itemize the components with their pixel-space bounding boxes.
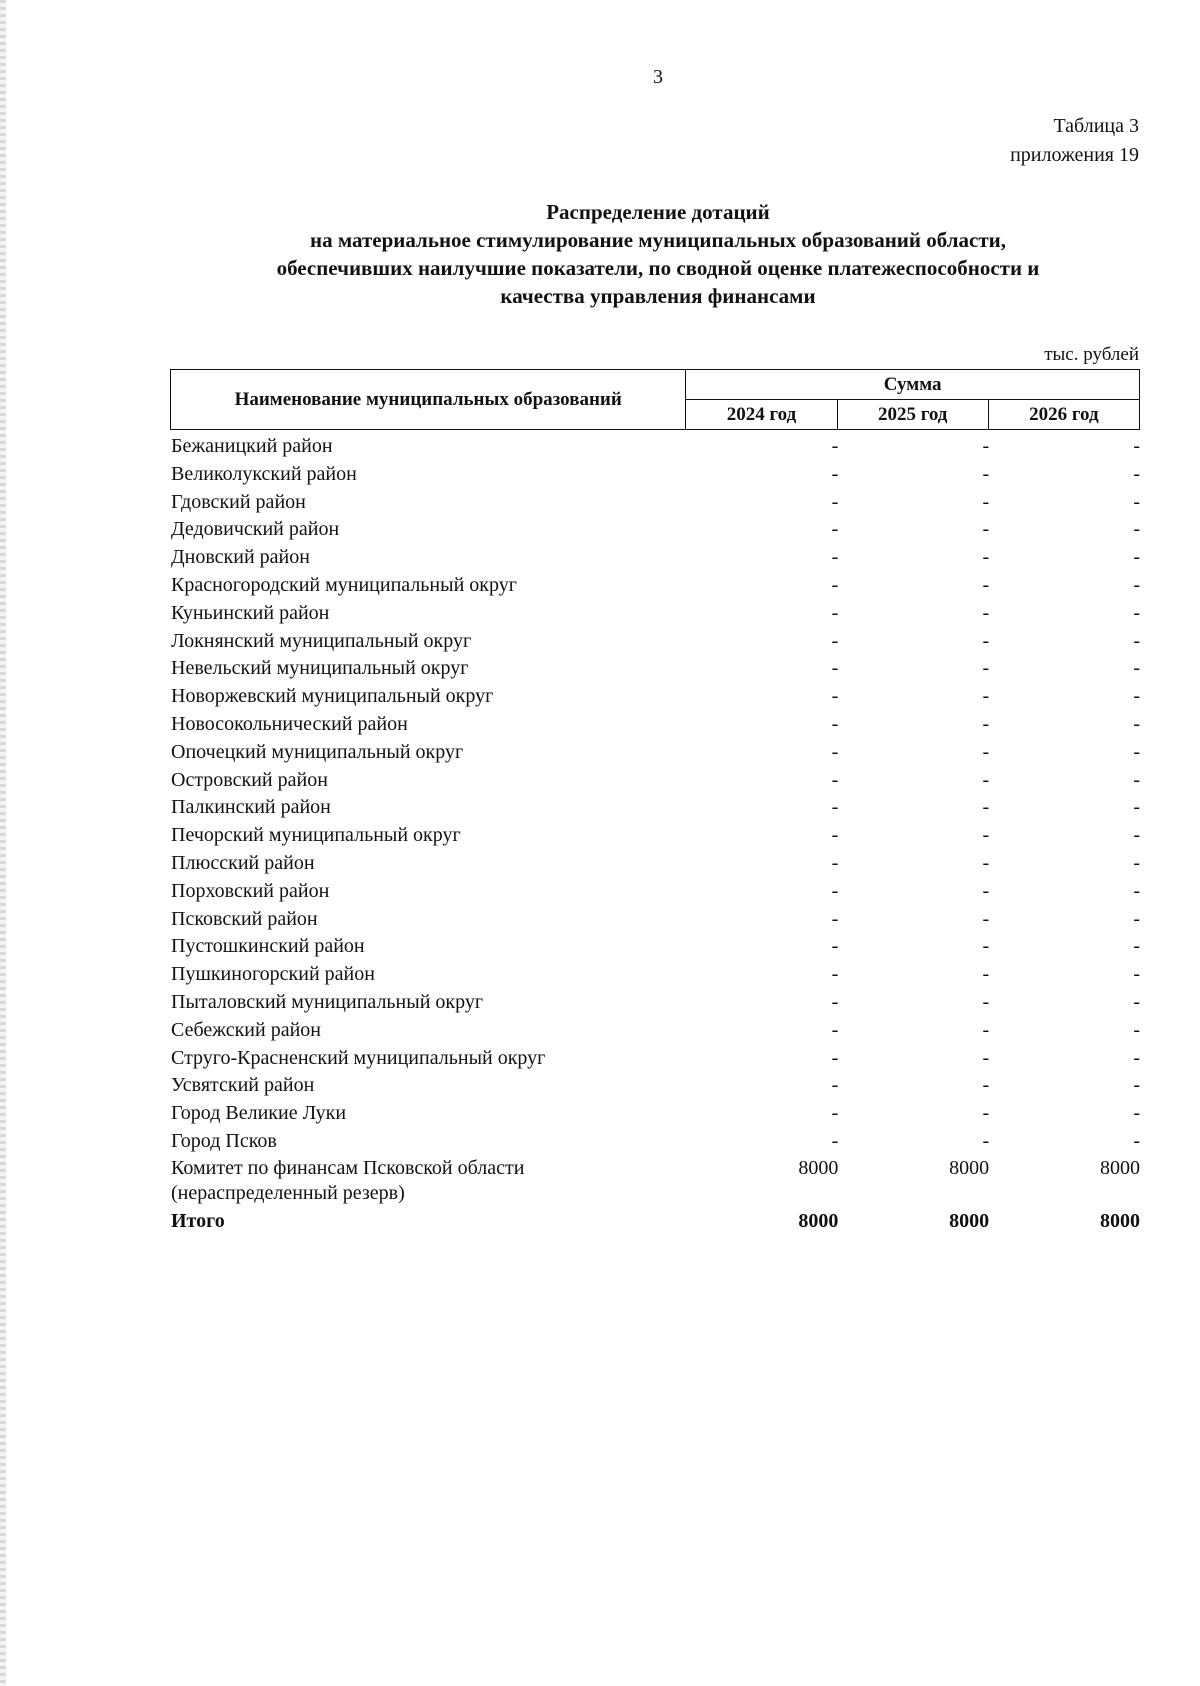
row-value-2025: - bbox=[982, 907, 990, 930]
table-row bbox=[171, 1072, 1140, 1100]
row-value-2024: - bbox=[831, 490, 839, 513]
table-row bbox=[171, 1017, 1140, 1045]
row-value-2025: - bbox=[982, 1046, 990, 1069]
row-value-2026: - bbox=[1133, 629, 1140, 652]
row-value-2024: - bbox=[831, 1018, 839, 1041]
row-value-2026: - bbox=[1133, 1046, 1140, 1069]
row-value-2025: 8000 bbox=[949, 1209, 990, 1232]
header-year-2025: 2025 год bbox=[837, 400, 988, 430]
row-value-2024: - bbox=[831, 1046, 839, 1069]
title-line: на материальное стимулирование муниципальных образований области, bbox=[309, 228, 1006, 252]
table-row bbox=[171, 933, 1140, 961]
row-value-2026: - bbox=[1133, 657, 1140, 680]
row-name: Город Великие Луки bbox=[171, 1102, 347, 1125]
row-value-2026: 8000 bbox=[1100, 1209, 1140, 1232]
title-line: обеспечивших наилучшие показатели, по сводной оценке платежеспособности и bbox=[276, 256, 1040, 280]
row-value-2026: - bbox=[1133, 851, 1140, 874]
row-value-2025: - bbox=[982, 1129, 990, 1152]
row-value-2025: - bbox=[982, 657, 990, 680]
table-row bbox=[171, 850, 1140, 878]
table-row bbox=[171, 1128, 1140, 1156]
row-value-2025: - bbox=[982, 963, 990, 986]
row-name: Печорский муниципальный округ bbox=[171, 824, 461, 847]
row-name: Локнянский муниципальный округ bbox=[171, 629, 472, 652]
row-name: Город Псков bbox=[171, 1129, 277, 1152]
table-row bbox=[171, 572, 1140, 600]
row-value-2024: - bbox=[831, 796, 839, 819]
table-row bbox=[171, 989, 1140, 1017]
table-ref-line2: приложения 19 bbox=[1010, 144, 1139, 166]
row-value-2026: - bbox=[1133, 1129, 1140, 1152]
table-row bbox=[171, 433, 1140, 461]
table-body bbox=[171, 433, 1140, 1236]
row-name: Плюсский район bbox=[171, 851, 315, 874]
row-value-2025: - bbox=[982, 796, 990, 819]
table-row bbox=[171, 794, 1140, 822]
row-name: Островский район bbox=[171, 768, 328, 791]
row-value-2026: - bbox=[1133, 1102, 1140, 1125]
table-header bbox=[170, 369, 1140, 430]
row-value-2024: - bbox=[831, 685, 839, 708]
row-name: Невельский муниципальный округ bbox=[171, 657, 469, 680]
row-value-2025: - bbox=[982, 462, 990, 485]
row-value-2024: - bbox=[831, 1102, 839, 1125]
table-reference bbox=[1010, 112, 1139, 170]
table-ref-line1: Таблица 3 bbox=[1053, 115, 1139, 137]
row-value-2024: - bbox=[831, 740, 839, 763]
table-row bbox=[171, 516, 1140, 544]
row-value-2025: - bbox=[982, 1074, 990, 1097]
row-value-2024: - bbox=[831, 768, 839, 791]
row-value-2026: - bbox=[1133, 879, 1140, 902]
row-value-2024: 8000 bbox=[798, 1156, 839, 1179]
row-value-2024: - bbox=[831, 435, 839, 457]
row-name: Опочецкий муниципальный округ bbox=[171, 740, 464, 763]
row-value-2026: - bbox=[1133, 1018, 1140, 1041]
table-row bbox=[171, 600, 1140, 628]
row-value-2024: - bbox=[831, 990, 839, 1013]
row-name: Бежаницкий район bbox=[171, 435, 333, 457]
row-value-2024: - bbox=[831, 629, 839, 652]
row-name: Пыталовский муниципальный округ bbox=[171, 990, 484, 1013]
row-value-2024: - bbox=[831, 657, 839, 680]
row-value-2026: - bbox=[1133, 435, 1140, 457]
row-value-2024: 8000 bbox=[798, 1209, 839, 1232]
row-value-2026: - bbox=[1133, 685, 1140, 708]
table-row bbox=[171, 655, 1140, 683]
row-value-2025: - bbox=[982, 629, 990, 652]
row-value-2024: - bbox=[831, 601, 839, 624]
row-value-2026: - bbox=[1133, 490, 1140, 513]
row-value-2026: - bbox=[1133, 907, 1140, 930]
row-value-2026: - bbox=[1133, 990, 1140, 1013]
title-line: качества управления финансами bbox=[500, 284, 816, 308]
table-row bbox=[171, 767, 1140, 795]
table-row bbox=[171, 739, 1140, 767]
table-row bbox=[171, 961, 1140, 989]
row-name: Палкинский район bbox=[171, 796, 331, 819]
row-value-2025: - bbox=[982, 573, 990, 596]
header-sum-cell: Сумма bbox=[686, 370, 1140, 400]
row-value-2024: - bbox=[831, 935, 839, 958]
row-value-2026: - bbox=[1133, 768, 1140, 791]
row-value-2026: - bbox=[1133, 462, 1140, 485]
row-name: Великолукский район bbox=[171, 462, 357, 485]
table-row bbox=[171, 906, 1140, 934]
header-name-cell: Наименование муниципальных образований bbox=[171, 370, 686, 430]
row-value-2025: - bbox=[982, 935, 990, 958]
row-name: Комитет по финансам Псковской области (нераспределенный резерв) bbox=[171, 1156, 525, 1204]
header-year-2024: 2024 год bbox=[686, 400, 837, 430]
row-name: Пустошкинский район bbox=[171, 935, 365, 958]
row-value-2026: 8000 bbox=[1100, 1156, 1140, 1179]
row-value-2025: - bbox=[982, 740, 990, 763]
table-row bbox=[171, 544, 1140, 572]
row-name: Струго-Красненский муниципальный округ bbox=[171, 1046, 546, 1069]
table-row bbox=[171, 1045, 1140, 1073]
row-name: Новоржевский муниципальный округ bbox=[171, 685, 494, 708]
row-value-2026: - bbox=[1133, 1074, 1140, 1097]
table-row bbox=[171, 628, 1140, 656]
row-name: Итого bbox=[171, 1209, 225, 1232]
row-value-2024: - bbox=[831, 546, 839, 569]
row-value-2025: - bbox=[982, 490, 990, 513]
row-value-2024: - bbox=[831, 712, 839, 735]
row-value-2026: - bbox=[1133, 796, 1140, 819]
row-value-2024: - bbox=[831, 573, 839, 596]
row-value-2025: - bbox=[982, 1018, 990, 1041]
unit-label: тыс. рублей bbox=[1044, 344, 1139, 365]
row-value-2026: - bbox=[1133, 601, 1140, 624]
table-row bbox=[171, 683, 1140, 711]
row-value-2025: - bbox=[982, 601, 990, 624]
row-value-2026: - bbox=[1133, 573, 1140, 596]
row-value-2024: - bbox=[831, 879, 839, 902]
total-row bbox=[171, 1206, 1140, 1236]
row-name: Дновский район bbox=[171, 546, 310, 569]
row-value-2024: - bbox=[831, 851, 839, 874]
row-name: Порховский район bbox=[171, 879, 330, 902]
table-row bbox=[171, 822, 1140, 850]
row-value-2026: - bbox=[1133, 824, 1140, 847]
row-value-2025: - bbox=[982, 685, 990, 708]
row-value-2025: - bbox=[982, 712, 990, 735]
row-value-2025: - bbox=[982, 990, 990, 1013]
row-value-2024: - bbox=[831, 907, 839, 930]
title-line: Распределение дотаций bbox=[546, 200, 770, 224]
row-name: Пушкиногорский район bbox=[171, 963, 375, 986]
row-value-2025: 8000 bbox=[949, 1156, 990, 1179]
page-number: 3 bbox=[653, 66, 663, 88]
row-value-2025: - bbox=[982, 435, 990, 457]
table-row bbox=[171, 461, 1140, 489]
row-value-2025: - bbox=[982, 768, 990, 791]
row-value-2025: - bbox=[982, 518, 990, 541]
table-row bbox=[171, 1100, 1140, 1128]
table-row bbox=[171, 489, 1140, 517]
row-name: Усвятский район bbox=[171, 1074, 315, 1097]
table-row bbox=[171, 711, 1140, 739]
document-title bbox=[0, 198, 1200, 310]
row-value-2024: - bbox=[831, 824, 839, 847]
row-name: Красногородский муниципальный округ bbox=[171, 573, 517, 596]
row-value-2024: - bbox=[831, 462, 839, 485]
row-value-2025: - bbox=[982, 879, 990, 902]
row-value-2026: - bbox=[1133, 518, 1140, 541]
row-value-2025: - bbox=[982, 851, 990, 874]
row-value-2026: - bbox=[1133, 712, 1140, 735]
header-year-2026: 2026 год bbox=[988, 400, 1139, 430]
row-value-2026: - bbox=[1133, 740, 1140, 763]
row-value-2024: - bbox=[831, 518, 839, 541]
row-value-2024: - bbox=[831, 1074, 839, 1097]
row-name: Псковский район bbox=[171, 907, 318, 930]
row-name: Себежский район bbox=[171, 1018, 321, 1041]
row-value-2024: - bbox=[831, 1129, 839, 1152]
table-row bbox=[171, 878, 1140, 906]
row-name: Дедовичский район bbox=[171, 518, 340, 541]
row-name: Новосокольнический район bbox=[171, 712, 408, 735]
row-value-2025: - bbox=[982, 1102, 990, 1125]
row-value-2025: - bbox=[982, 824, 990, 847]
row-value-2026: - bbox=[1133, 963, 1140, 986]
row-value-2026: - bbox=[1133, 546, 1140, 569]
row-value-2026: - bbox=[1133, 935, 1140, 958]
row-value-2024: - bbox=[831, 963, 839, 986]
reserve-row bbox=[171, 1156, 1140, 1206]
row-name: Гдовский район bbox=[171, 490, 306, 513]
row-value-2025: - bbox=[982, 546, 990, 569]
row-name: Куньинский район bbox=[171, 601, 330, 624]
